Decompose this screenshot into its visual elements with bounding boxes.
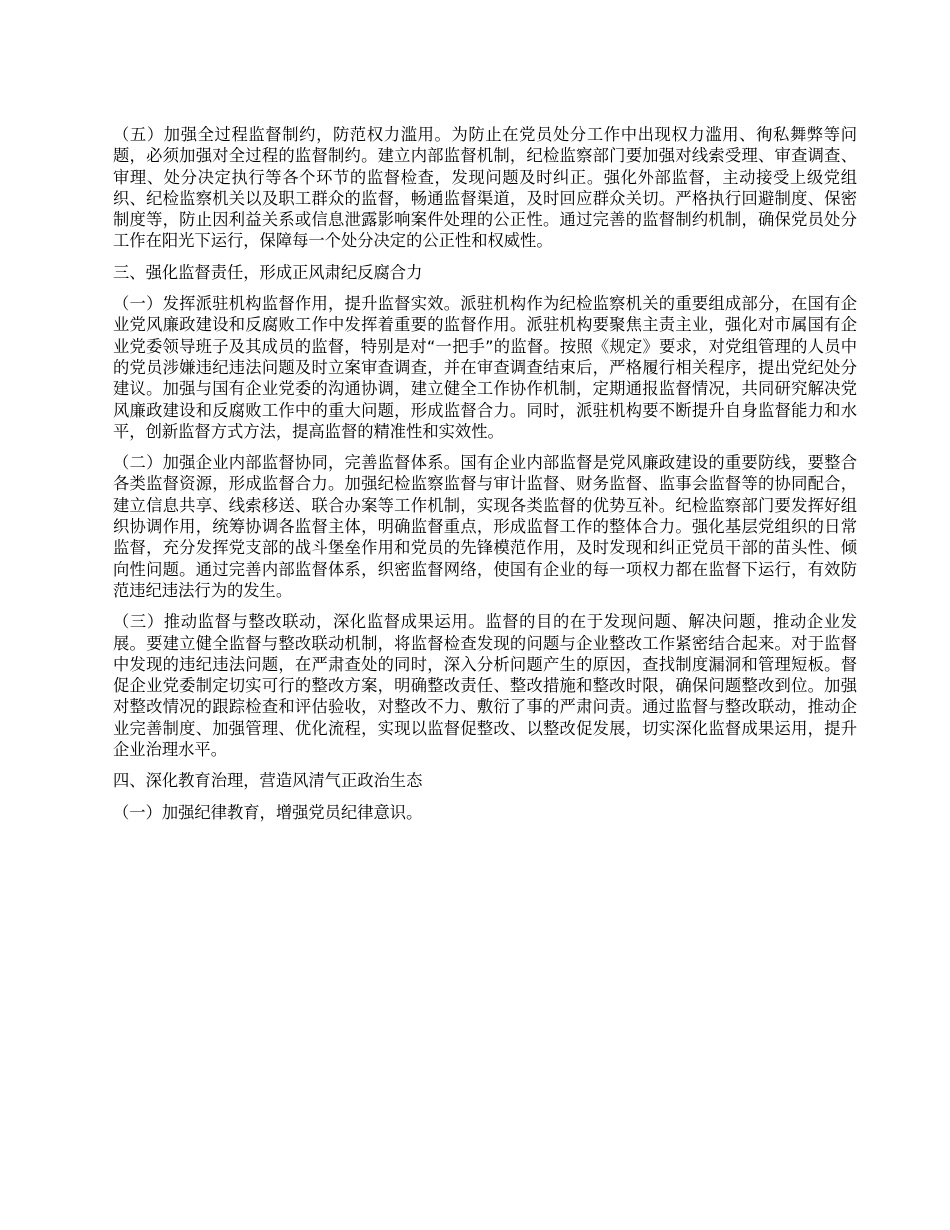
- paragraph-resident-agency: （一）发挥派驻机构监督作用，提升监督实效。派驻机构作为纪检监察机关的重要组成部分，在国有企业党风廉政建设和反腐败工作中发挥着重要的监督作用。派驻机构要聚焦主责主业，强化对市属国有企业党委领导班子及其成员的监督，特别是对“一把手”的监督。按照《规定》要求，对党组管理的人员中的党员涉嫌违纪违法问题及时立案审查调查，并在审查调查结束后，严格履行相关程序，提出党纪处分建议。加强与国有企业党委的沟通协调，建立健全工作协作机制，定期通报监督情况，共同研究解决党风廉政建设和反腐败工作中的重大问题，形成监督合力。同时，派驻机构要不断提升自身监督能力和水平，创新监督方式方法，提高监督的精准性和实效性。: [113, 294, 857, 441]
- paragraph-internal-supervision: （二）加强企业内部监督协同，完善监督体系。国有企业内部监督是党风廉政建设的重要防线，要整合各类监督资源，形成监督合力。加强纪检监察监督与审计监督、财务监督、监事会监督等的协同配合，建立信息共享、线索移送、联合办案等工作机制，实现各类监督的优势互补。纪检监察部门要发挥好组织协调作用，统筹协调各监督主体，明确监督重点，形成监督工作的整体合力。强化基层党组织的日常监督，充分发挥党支部的战斗堡垒作用和党员的先锋模范作用，及时发现和纠正党员干部的苗头性、倾向性问题。通过完善内部监督体系，织密监督网络，使国有企业的每一项权力都在监督下运行，有效防范违纪违法行为的发生。: [113, 453, 857, 600]
- section-heading-3: 三、强化监督责任，形成正风肃纪反腐合力: [113, 262, 423, 282]
- paragraph-discipline-education: （一）加强纪律教育，增强党员纪律意识。: [113, 802, 423, 822]
- document-page: [113, 124, 857, 833]
- paragraph-rectification-linkage: （三）推动监督与整改联动，深化监督成果运用。监督的目的在于发现问题、解决问题，推动企业发展。要建立健全监督与整改联动机制，将监督检查发现的问题与企业整改工作紧密结合起来。对于监督中发现的违纪违法问题，在严肃查处的同时，深入分析问题产生的原因，查找制度漏洞和管理短板。督促企业党委制定切实可行的整改方案，明确整改责任、整改措施和整改时限，确保问题整改到位。加强对整改情况的跟踪检查和评估验收，对整改不力、敷衍了事的严肃问责。通过监督与整改联动，推动企业完善制度、加强管理、优化流程，实现以监督促整改、以整改促发展，切实深化监督成果运用，提升企业治理水平。: [113, 612, 857, 760]
- section-heading-4: 四、深化教育治理，营造风清气正政治生态: [113, 771, 423, 791]
- paragraph-supervision-oversight: （五）加强全过程监督制约，防范权力滥用。为防止在党员处分工作中出现权力滥用、徇私舞弊等问题，必须加强对全过程的监督制约。建立内部监督机制，纪检监察部门要加强对线索受理、审查调查、审理、处分决定执行等各个环节的监督检查，发现问题及时纠正。强化外部监督，主动接受上级党组织、纪检监察机关以及职工群众的监督，畅通监督渠道，及时回应群众关切。严格执行回避制度、保密制度等，防止因利益关系或信息泄露影响案件处理的公正性。通过完善的监督制约机制，确保党员处分工作在阳光下运行，保障每一个处分决定的公正性和权威性。: [113, 125, 857, 251]
